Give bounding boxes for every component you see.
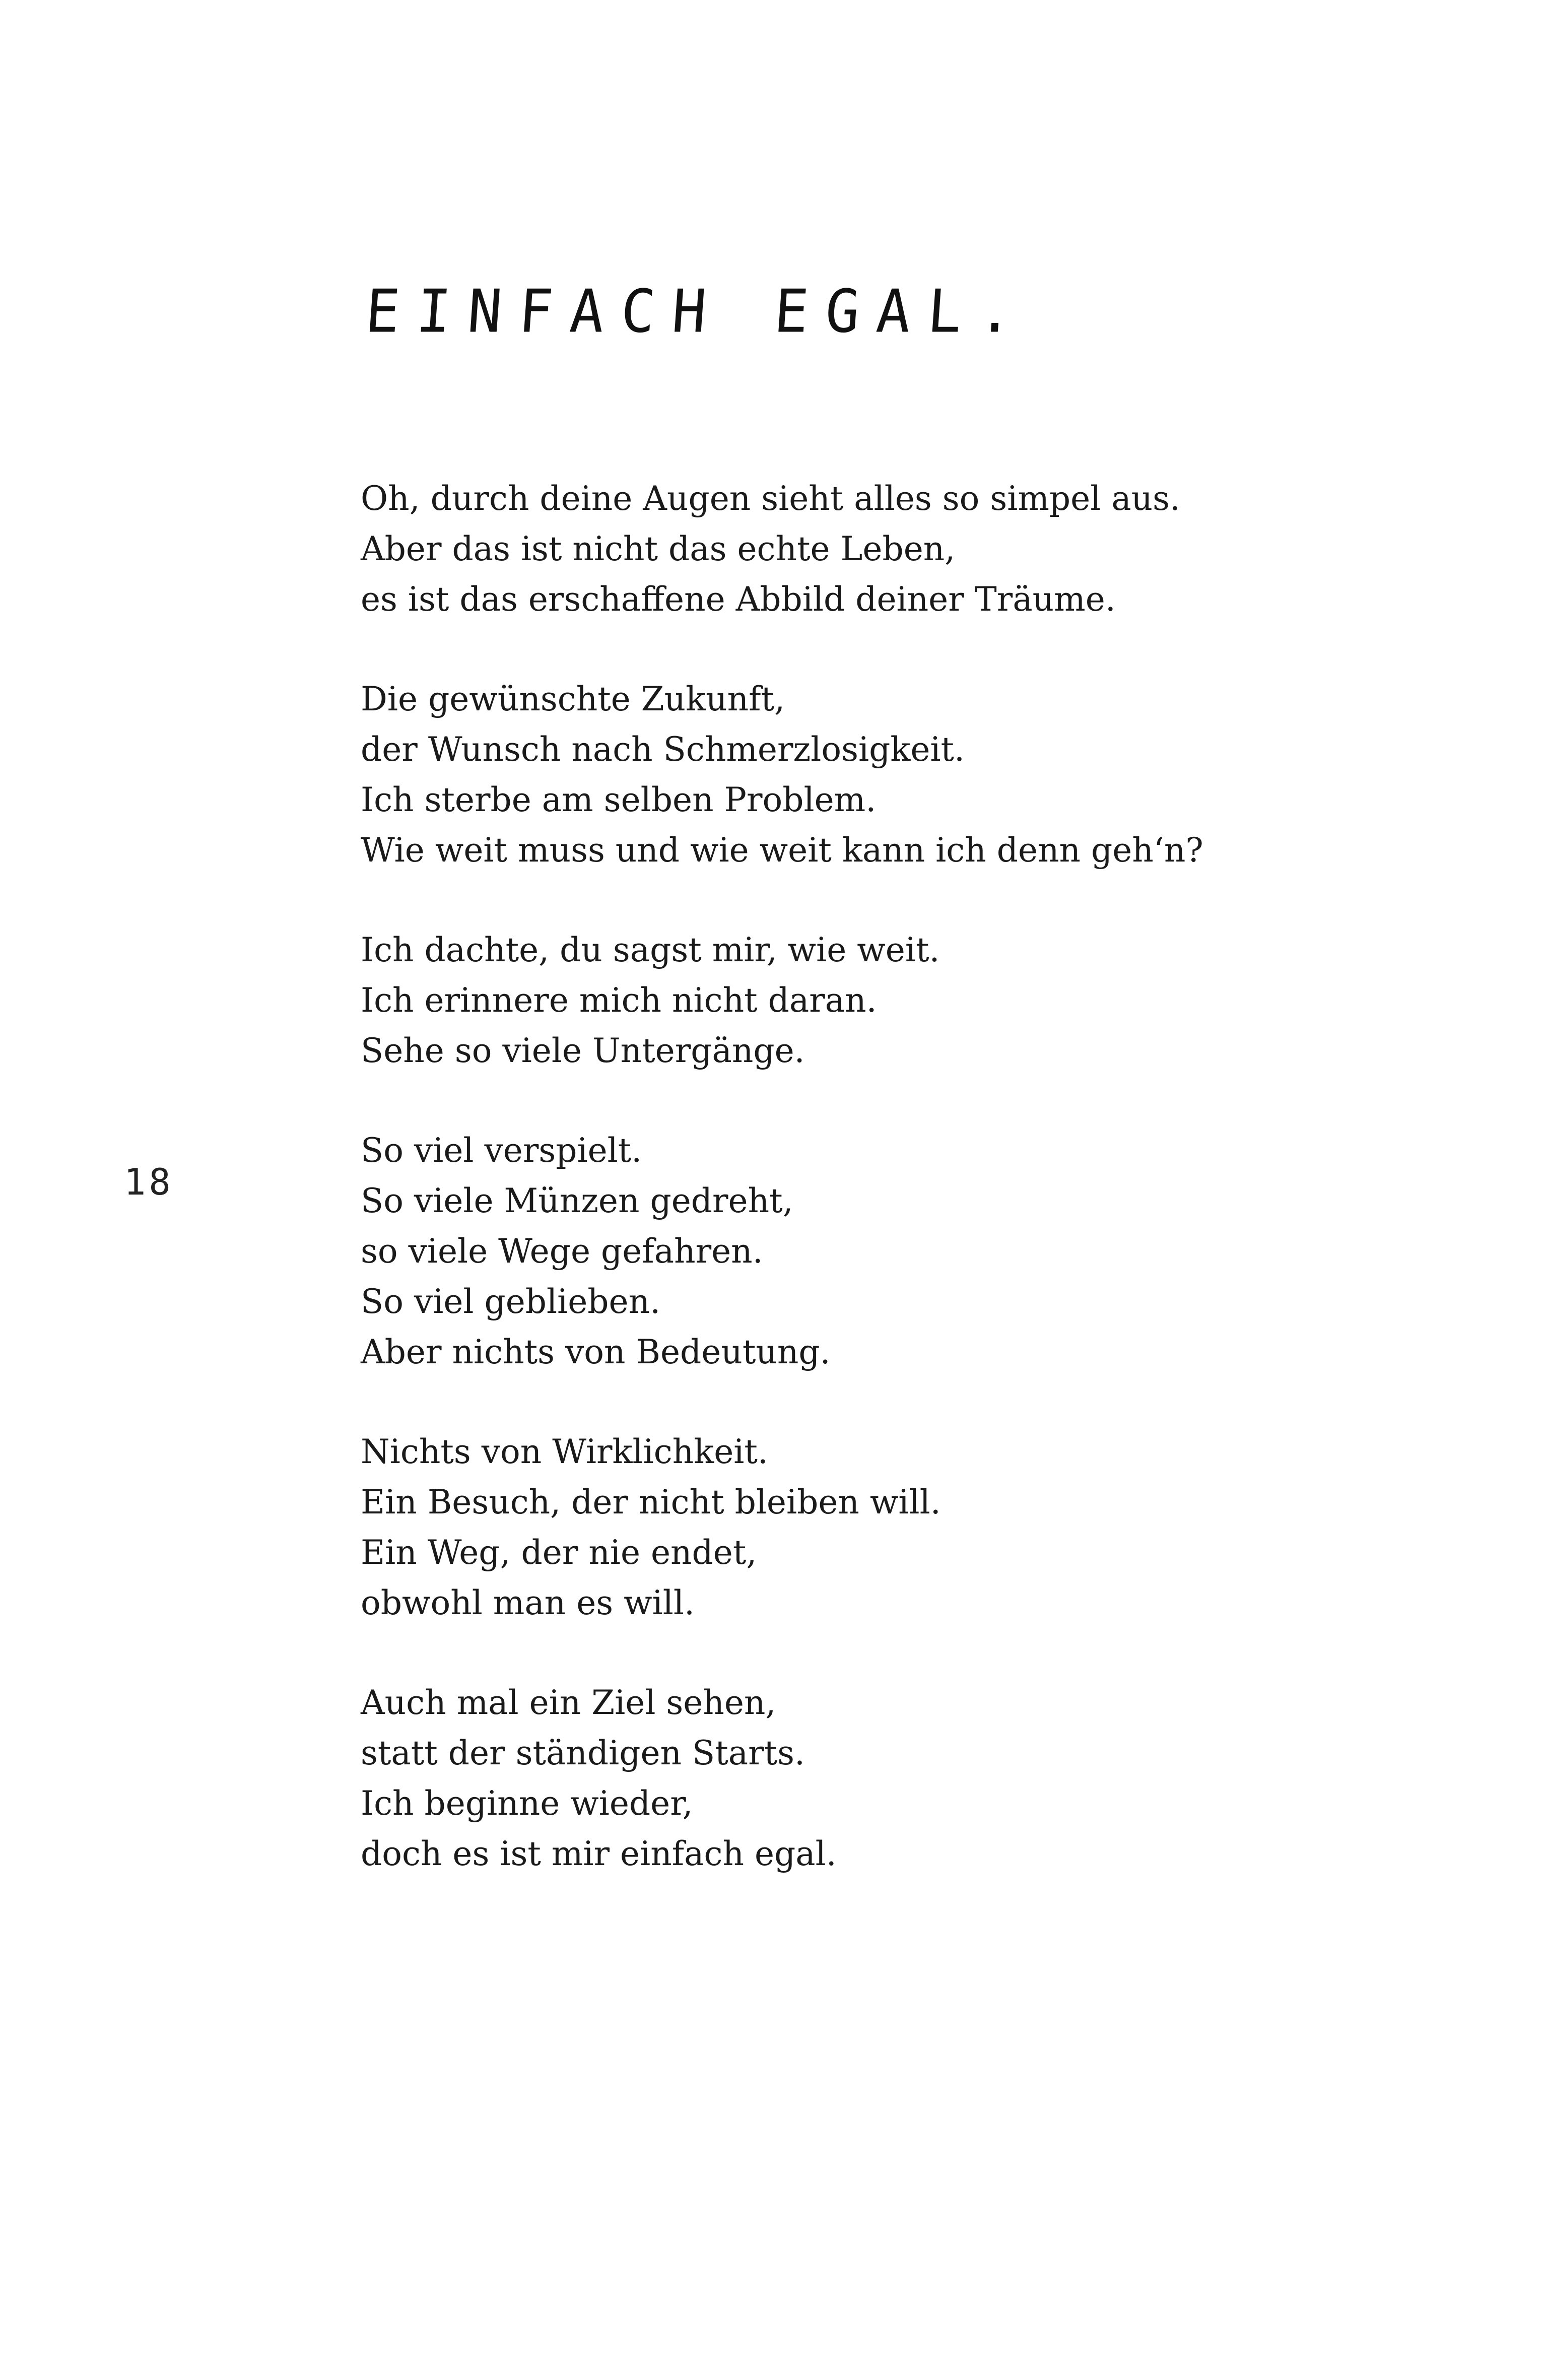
poem-line: So viel verspielt. (361, 1131, 642, 1170)
poem-line: Nichts von Wirklichkeit. (361, 1432, 768, 1471)
poem-body (361, 474, 1419, 1929)
poem-line: so viele Wege gefahren. (361, 1232, 763, 1271)
poem-line: Ich sterbe am selben Problem. (361, 780, 877, 819)
poem-line: Ein Besuch, der nicht bleiben will. (361, 1483, 941, 1522)
stanza (361, 474, 1419, 625)
poem-line: obwohl man es will. (361, 1583, 695, 1622)
poem-line: Aber nichts von Bedeutung. (361, 1333, 831, 1371)
poem-line: Ich beginne wieder, (361, 1784, 693, 1823)
poem-line: Ich erinnere mich nicht daran. (361, 981, 877, 1020)
stanza (361, 925, 1419, 1076)
poem-line: Ich dachte, du sagst mir, wie weit. (361, 931, 940, 969)
poem-line: statt der ständigen Starts. (361, 1734, 805, 1772)
poem-line: doch es ist mir einfach egal. (361, 1834, 837, 1873)
poem-line: es ist das erschaffene Abbild deiner Träume. (361, 580, 1116, 619)
poem-line: So viel geblieben. (361, 1282, 661, 1321)
poem-title: EINFACH EGAL. (363, 277, 1033, 347)
poem-line: Aber das ist nicht das echte Leben, (361, 530, 956, 568)
poem-line: Die gewünschte Zukunft, (361, 680, 785, 718)
poem-line: Ein Weg, der nie endet, (361, 1533, 757, 1572)
page-number: 18 (124, 1161, 174, 1203)
poem-line: So viele Münzen gedreht, (361, 1181, 793, 1220)
poem-line: Sehe so viele Untergänge. (361, 1031, 805, 1070)
poem-line: der Wunsch nach Schmerzlosigkeit. (361, 730, 965, 769)
stanza (361, 1126, 1419, 1377)
poem-line: Wie weit muss und wie weit kann ich denn geh‘n? (361, 831, 1203, 870)
poem-line: Oh, durch deine Augen sieht alles so simpel aus. (361, 479, 1181, 518)
stanza (361, 674, 1419, 876)
stanza (361, 1427, 1419, 1628)
poem-line: Auch mal ein Ziel sehen, (361, 1683, 776, 1722)
stanza (361, 1678, 1419, 1879)
